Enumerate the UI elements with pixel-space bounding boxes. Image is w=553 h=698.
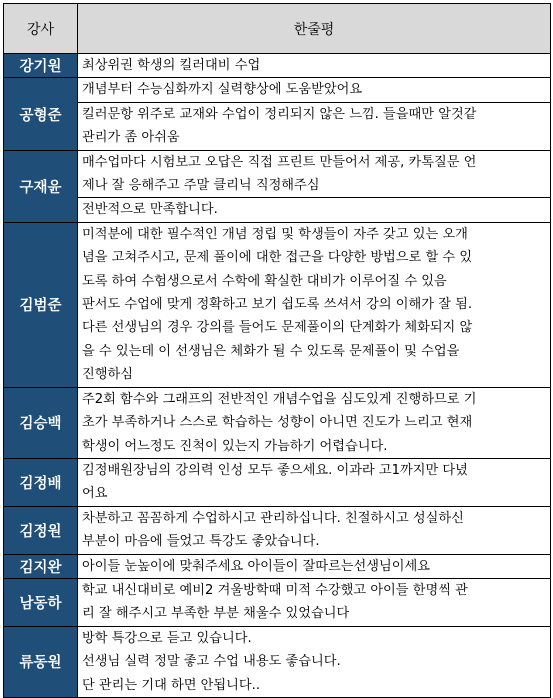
review-line: 다른 선생님의 경우 강의를 들어도 문제풀이의 단계화가 체화되지 않 — [82, 320, 473, 336]
table-body — [4, 54, 551, 698]
review-cell — [78, 54, 551, 78]
table-row — [4, 578, 551, 626]
teacher-name: 남동하 — [4, 578, 78, 626]
table-row — [4, 506, 551, 554]
review-line: 개념부터 수능심화까지 실력향상에 도움받았어요 — [82, 82, 363, 98]
teacher-name: 김지완 — [4, 554, 78, 578]
review-line: 을 수 있는데 이 선생님은 체화가 될 수 있도록 문제풀이 및 수업을 — [82, 343, 460, 359]
table-row — [4, 458, 551, 506]
review-line: 진행하심 — [82, 367, 133, 383]
review-line: 최상위권 학생의 킬러대비 수업 — [82, 58, 261, 73]
review-line: 차분하고 꼼꼼하게 수업하시고 관리하십니다. 친절하시고 성실하신 — [82, 510, 464, 526]
review-cell — [78, 150, 551, 222]
review-line: 초가 부족하거나 스스로 학습하는 성향이 아니면 진도가 느리고 현재 — [82, 415, 473, 431]
review-line: 어요 — [82, 486, 108, 502]
review-line: 주2회 함수와 그래프의 전반적인 개념수업을 심도있게 진행하므로 기 — [82, 391, 477, 407]
teacher-name: 류동원 — [4, 626, 78, 697]
review-line: 단 관리는 기대 하면 안됩니다.. — [82, 677, 261, 693]
teacher-name: 김정원 — [4, 506, 78, 554]
review-cell — [78, 626, 551, 697]
review-cell — [78, 222, 551, 387]
table-row — [4, 626, 551, 697]
review-line: 념을 고쳐주시고, 문제 풀이에 대한 접근을 다양한 방법으로 할 수 있 — [82, 250, 473, 266]
teacher-name: 공형준 — [4, 78, 78, 150]
review-table-container — [3, 3, 550, 698]
review-cell — [78, 78, 551, 150]
teacher-name: 김범준 — [4, 222, 78, 387]
teacher-name: 김승백 — [4, 387, 78, 458]
review-line: 학생이 어느정도 진척이 있는지 가늠하기 어렵습니다. — [82, 438, 388, 454]
review-line: 관리가 좀 아쉬움 — [82, 130, 180, 146]
review-line: 김정배원장님의 강의력 인성 모두 좋으세요. 이과라 고1까지만 다녔 — [82, 462, 468, 478]
teacher-review-table — [3, 3, 551, 698]
header-teacher: 강사 — [4, 4, 78, 54]
review-line: 선생님 실력 정말 좋고 수업 내용도 좋습니다. — [82, 654, 341, 670]
review-cell — [78, 458, 551, 506]
table-row — [4, 554, 551, 578]
review-cell — [78, 578, 551, 626]
review-line: 학교 내신대비로 예비2 겨울방학때 미적 수강했고 아이들 한명씩 관 — [82, 582, 468, 598]
review-cell — [78, 387, 551, 458]
review-line: 아이들 눈높이에 맞춰주세요 아이들이 잘따르는선생님이세요 — [82, 558, 430, 574]
table-row — [4, 387, 551, 458]
teacher-name: 강기원 — [4, 54, 78, 78]
review-cell — [78, 506, 551, 554]
review-line: 부분이 마음에 들었고 특강도 좋았습니다. — [82, 534, 320, 550]
review-line: 매수업마다 시험보고 오답은 직접 프린트 만들어서 제공, 카톡질문 언 — [82, 154, 477, 170]
teacher-name: 구재윤 — [4, 150, 78, 222]
teacher-name: 김정배 — [4, 458, 78, 506]
review-line: 전반적으로 만족합니다. — [78, 197, 550, 221]
table-row — [4, 54, 551, 78]
review-line: 미적분에 대한 필수적인 개념 정립 및 학생들이 자주 갖고 있는 오개 — [82, 226, 468, 242]
review-line: 도록 하여 수험생으로서 수학에 확실한 대비가 이루어질 수 있음 — [82, 273, 447, 289]
table-header-row — [4, 4, 551, 54]
review-line: 제나 잘 응해주고 주말 클리닉 직정해주심 — [82, 178, 320, 194]
header-review: 한줄평 — [78, 4, 551, 54]
review-line: 방학 특강으로 듣고 있습니다. — [82, 630, 252, 646]
table-row — [4, 150, 551, 222]
review-cell — [78, 554, 551, 578]
table-row — [4, 78, 551, 150]
review-line: 리 잘 해주시고 부족한 부분 채울수 있었습니다 — [82, 606, 350, 622]
review-line: 킬러문항 위주로 교재와 수업이 정리되지 않은 느낌. 들을때만 알것같 — [78, 102, 550, 126]
review-line: 판서도 수업에 맞게 정확하고 보기 쉽도록 쓰셔서 강의 이해가 잘 됨. — [82, 297, 473, 313]
table-row — [4, 222, 551, 387]
